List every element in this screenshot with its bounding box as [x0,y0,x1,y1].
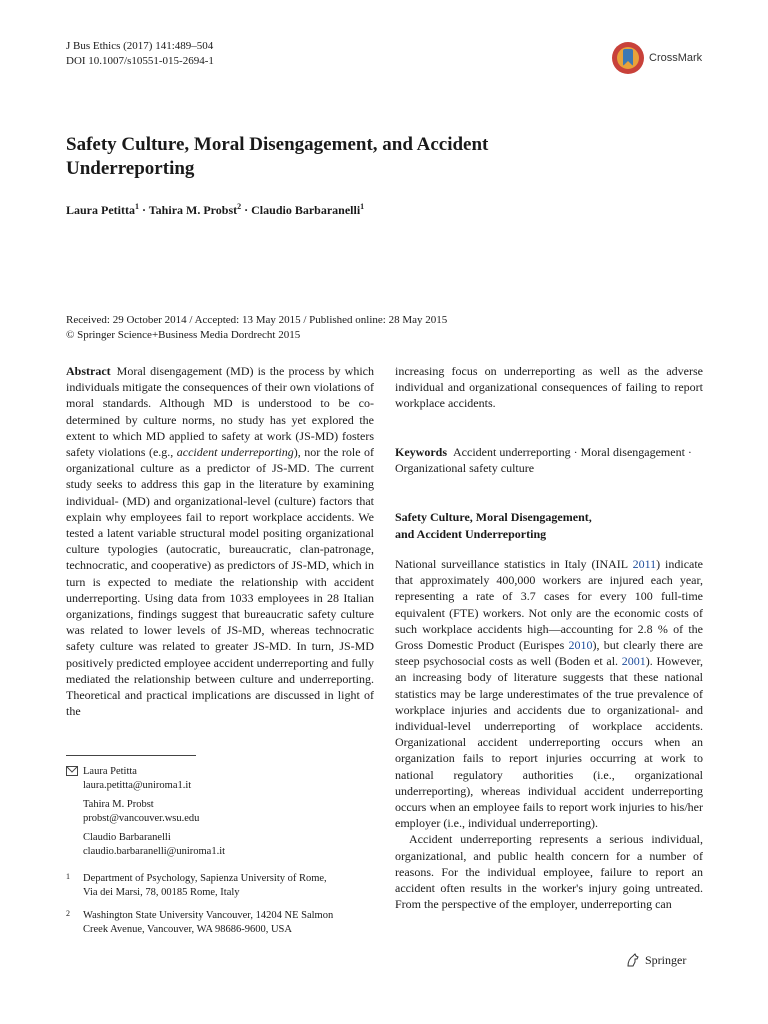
body-text: National surveillance statistics in Italy (INAIL [395,557,633,571]
crossmark-badge[interactable] [610,40,702,76]
body-text: ) indicate that approximately 400,000 workers are injured each year, representing a rate of 3.7 cases for every 100 full-time equivalent (FTE) workers. Not only are the economic costs of such workplace accidents high—accounting for 2.8 % of the Gross Domestic Product (Eurispes [395,557,704,653]
copyright: © Springer Science+Business Media Dordrecht 2015 [66,329,301,341]
author-contacts [66,765,376,936]
body-paragraph: Accident underreporting represents a serious individual, organizational, and public health concern for a number of reasons. For the individual employee, failure to report an accident often results in the worker's injury going untreated. From the perspective of the employer, underreporting can [395,832,703,912]
section-heading-line: Safety Culture, Moral Disengagement, [395,510,592,524]
doi[interactable]: DOI 10.1007/s10551-015-2694-1 [66,55,214,67]
keywords [395,444,703,476]
abstract-italic-term: accident underreporting [176,445,294,460]
author-name[interactable]: Laura Petitta [66,203,135,217]
citation-link[interactable]: 2010 [568,638,593,653]
title-line: Safety Culture, Moral Disengagement, and Accident [66,134,489,155]
springer-horse-icon [625,952,641,968]
contact-name: Claudio Barbaranelli [83,832,171,843]
contact-email[interactable]: probst@vancouver.wsu.edu [83,812,200,824]
author-separator: · [138,203,149,217]
body-text: ). However, an increasing body of literature suggests that these national statistics may be large underestimates of the true prevalence of workplace injuries and accidents due to organizational- and individual-level underreporting of workplace accidents. Organizational accident underreporting occurs when an organization fails to report injuries occurring at work to national regulatory authorities (i.e., organizational underreporting), whereas individual accident underreporting occurs when an employee fails to report work injuries to his/her employer (i.e., individual underreporting). [395,654,703,831]
body-text: ), but clearly there are steep psychosocial costs as well (Boden et al. [395,638,703,669]
title-line: Underreporting [66,158,195,179]
abstract-continuation [395,363,703,412]
envelope-icon [66,766,78,776]
affiliation-line: Via dei Marsi, 78, 00185 Rome, Italy [83,886,240,898]
publication-history [66,313,626,343]
publisher-name: Springer [645,952,687,967]
received-dates: Received: 29 October 2014 / Accepted: 13 May 2015 / Published online: 28 May 2015 [66,314,448,326]
abstract-label: Abstract [66,364,111,378]
affiliation [66,872,376,899]
crossmark-label: CrossMark [649,52,703,64]
author-list [66,202,364,218]
section-heading-line: and Accident Underreporting [395,526,547,541]
abstract-text: Moral disengagement (MD) is the process by which individuals mitigate the consequences of their own violations of moral standards. Although MD is understood to be co-determined by culture norms, no study has yet explored the extent to which MD applied to safety at work (JS-MD) fosters safety violations (e.g., [66,364,374,460]
affiliation-line: Washington State University Vancouver, 14204 NE Salmon [83,910,334,921]
publisher-footer [625,952,686,968]
affiliation-number: 1 [66,872,70,881]
section-heading [395,509,703,542]
contact-name: Laura Petitta [83,766,137,777]
affiliation-line: Creek Avenue, Vancouver, WA 98686-9600, USA [83,923,292,935]
contact-name: Tahira M. Probst [83,799,154,810]
abstract-text: ), nor the role of organizational culture as a predictor of JS-MD. The current study seeks to address this gap in the literature by examining individual- (MD) and organizational-level (culture) factors that explain why employees fail to report workplace accidents. We tested a latent variable structural model positing organizational culture typologies (autocratic, bureaucratic, clan-patronage, technocratic, and cooperative) as predictors of JS-MD, which in turn is expected to mediate the relationship with accident underreporting. Using data from 1033 employees in 28 Italian organizations, findings suggest that bureaucratic safety culture was related to lower levels of JS-MD, whereas technocratic safety culture was related to greater JS-MD. In turn, JS-MD positively predicted employee accident underreporting and fully mediated the relationship between culture and underreporting. Theoretical and practical implications are discussed in light of the [66,445,374,719]
affiliation-line: Department of Psychology, Sapienza University of Rome, [83,873,327,884]
affiliation-number: 2 [66,909,70,918]
author-separator: · [241,203,252,217]
paper-title [66,133,626,181]
author-name[interactable]: Claudio Barbaranelli [251,203,361,217]
abstract-continued-text: increasing focus on underreporting as well as the adverse individual and organizational consequences of failing to report workplace accidents. [395,364,703,411]
keywords-text: Accident underreporting · Moral disengagement · Organizational safety culture [395,445,692,476]
contact-entry [83,765,376,792]
contact-entry [83,798,376,825]
citation-link[interactable]: 2011 [632,557,657,571]
crossmark-icon [610,40,646,76]
author-affiliation-mark: 1 [134,202,139,211]
contact-entry [83,831,376,858]
author-affiliation-mark: 1 [360,202,365,211]
keywords-label: Keywords [395,445,447,459]
contact-email[interactable]: laura.petitta@uniroma1.it [83,779,192,791]
journal-volume: J Bus Ethics (2017) 141:489–504 [66,40,214,52]
citation-link[interactable]: 2001 [621,654,646,669]
affiliation [66,909,376,936]
journal-citation [66,39,214,69]
abstract [66,363,374,719]
author-affiliation-mark: 2 [237,202,242,211]
author-name[interactable]: Tahira M. Probst [148,203,238,217]
footnote-divider [66,755,196,756]
body-paragraph [395,556,703,831]
section-body [395,556,703,912]
contact-email[interactable]: claudio.barbaranelli@uniroma1.it [83,845,226,857]
